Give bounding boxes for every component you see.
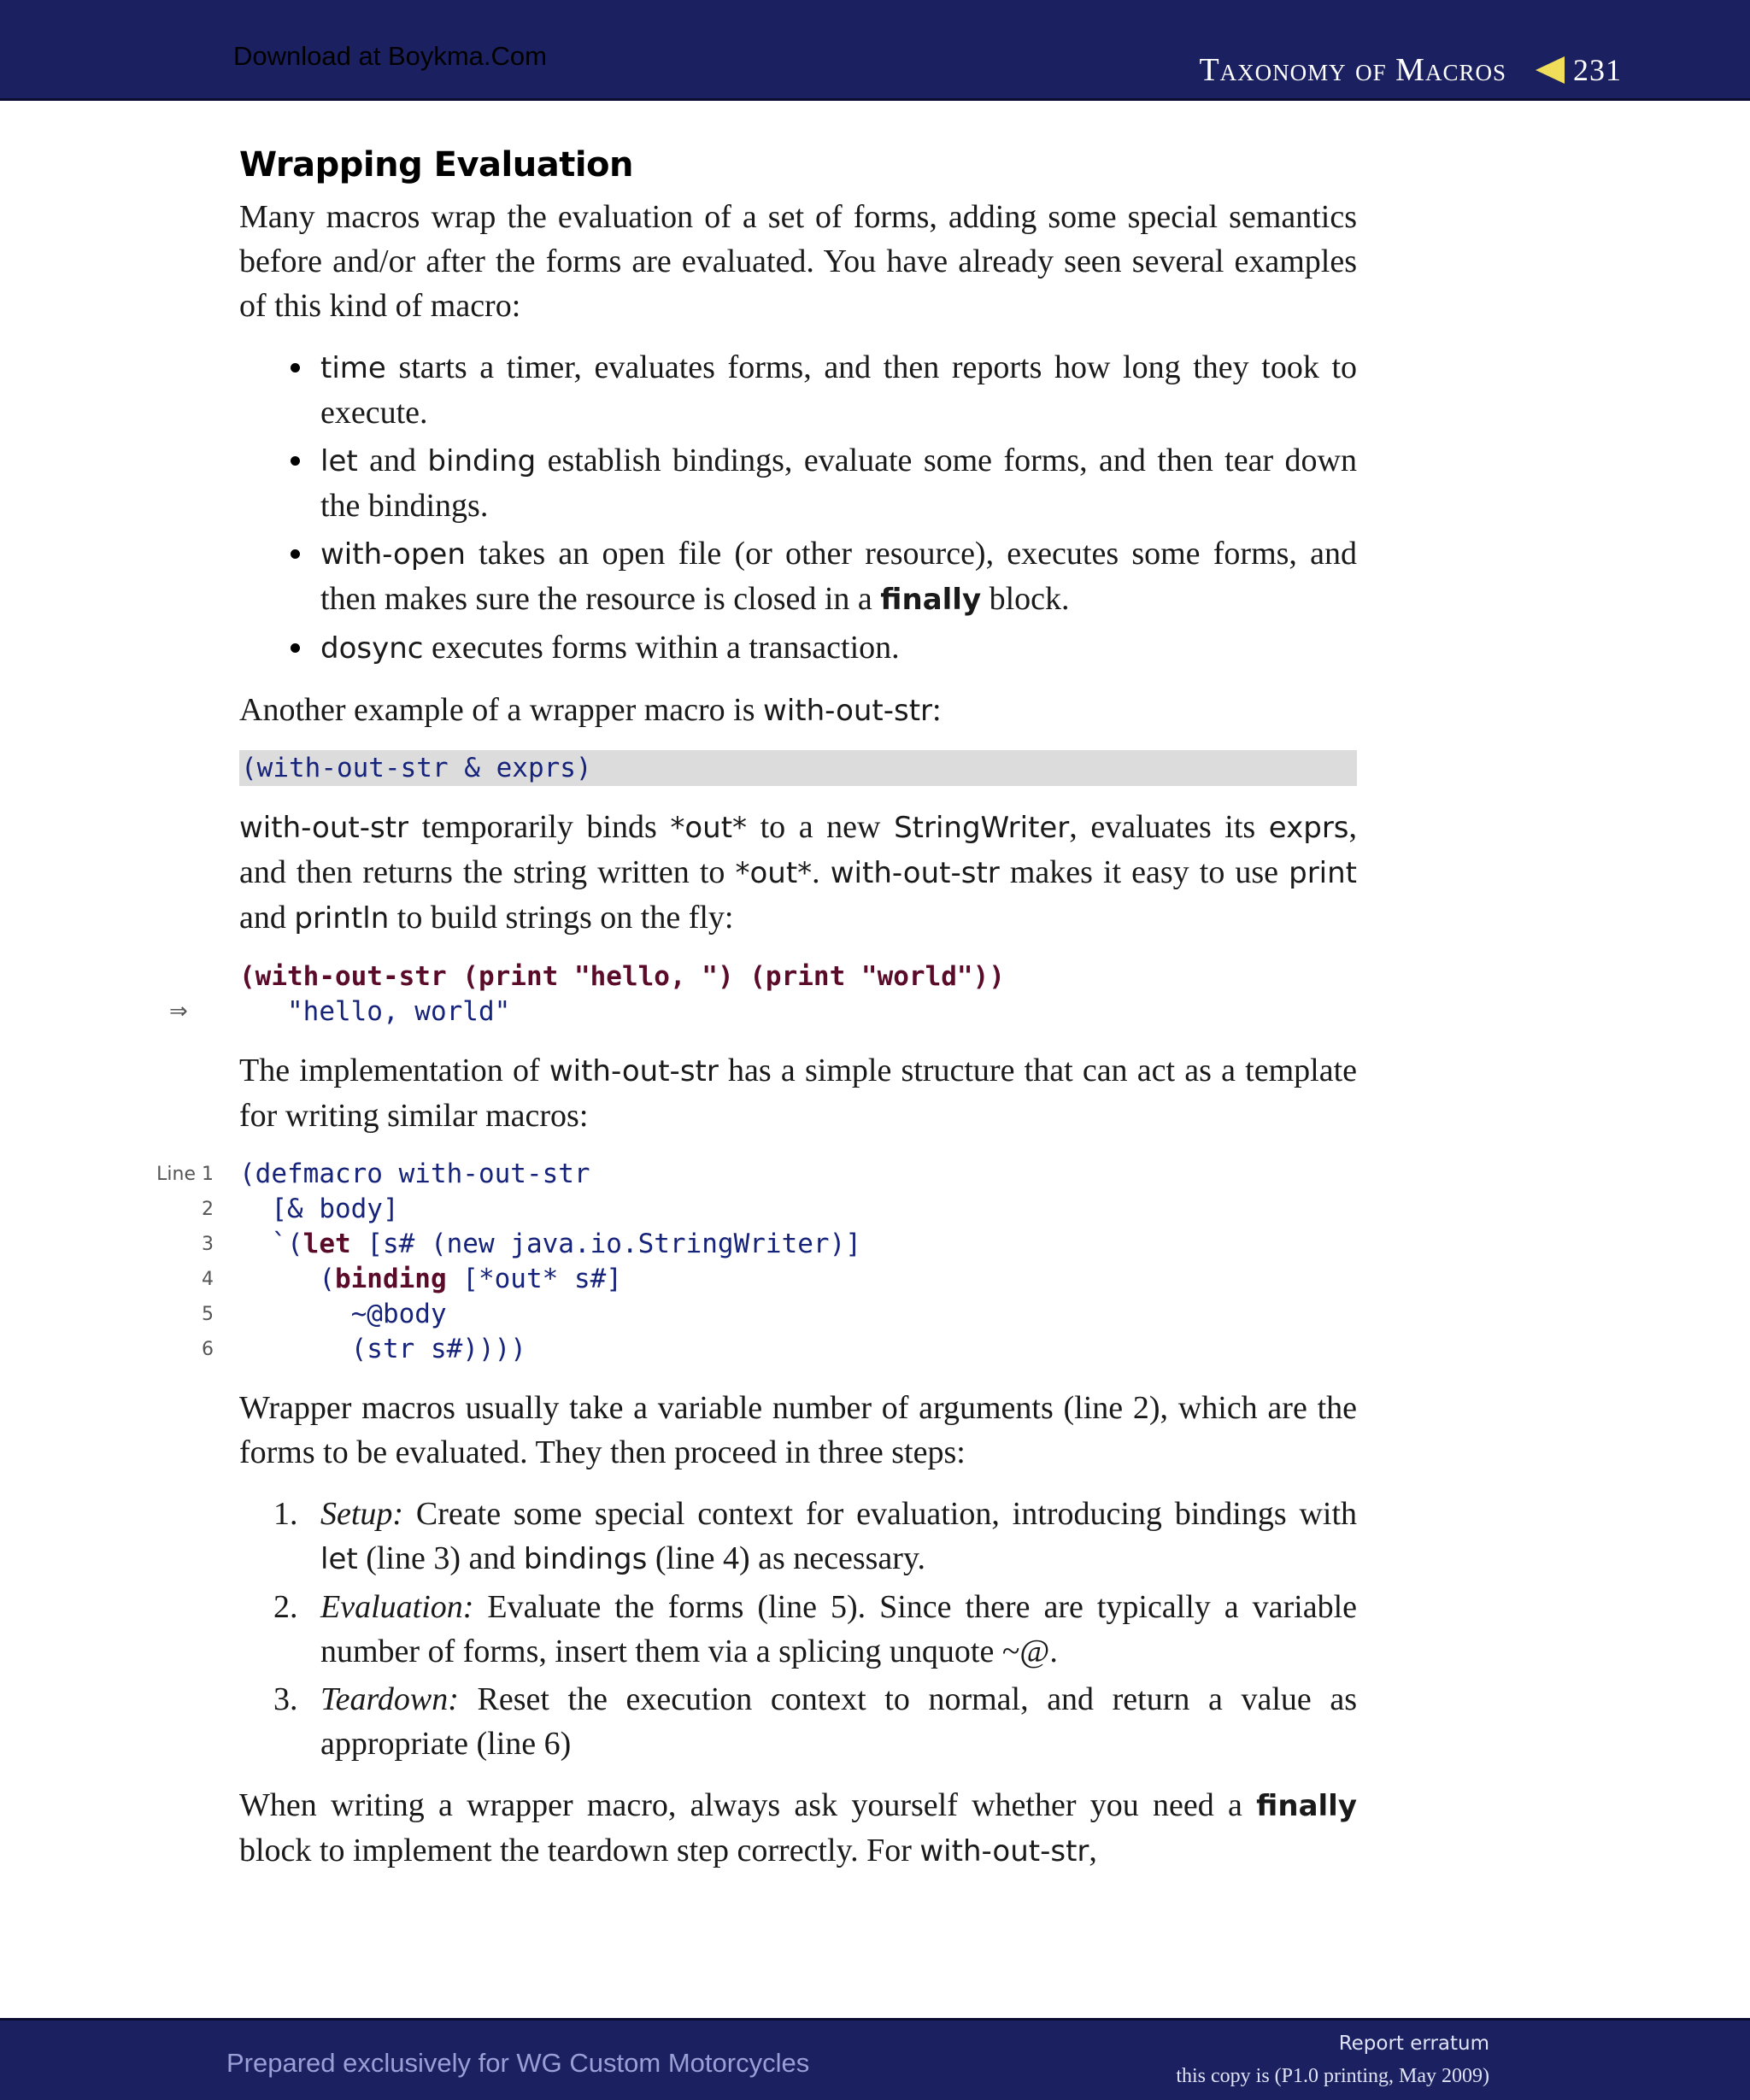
copy-info: this copy is (P1.0 printing, May 2009) bbox=[1176, 2065, 1489, 2087]
line-number: 2 bbox=[202, 1199, 214, 1220]
chapter-section-title: Taxonomy of Macros bbox=[1199, 52, 1506, 88]
macro-listing bbox=[156, 1157, 1357, 1367]
list-item: with-open takes an open file (or other resource), executes some forms, and then makes sure the resource is closed in a finally block. bbox=[239, 531, 1357, 622]
list-item: dosync executes forms within a transaction. bbox=[239, 625, 1357, 671]
wrapper-examples-list bbox=[239, 345, 1357, 671]
listing-line-4-text: (binding [*out* s#] bbox=[239, 1264, 622, 1294]
running-head bbox=[1199, 51, 1622, 89]
report-erratum-link[interactable]: Report erratum bbox=[1338, 2033, 1489, 2055]
list-item: 3. Teardown: Reset the execution context to normal, and return a value as appropriate (line 6) bbox=[273, 1681, 1357, 1762]
prepared-for-text: Prepared exclusively for WG Custom Motorcycles bbox=[226, 2048, 810, 2078]
closing-paragraph: When writing a wrapper macro, always ask yourself whether you need a finally block to implement the teardown step correctly. For with-out-str, bbox=[239, 1787, 1357, 1868]
list-item: time starts a timer, evaluates forms, and then reports how long they took to execute. bbox=[239, 345, 1357, 435]
result-arrow-icon: ⇒ bbox=[169, 999, 188, 1024]
bullet-icon bbox=[291, 363, 300, 372]
listing-line: 5 ~@body bbox=[239, 1297, 1357, 1332]
code-line: (with-out-str (print "hello, ") (print "world")) bbox=[239, 961, 1005, 992]
page-number: 231 bbox=[1573, 53, 1622, 87]
section-heading: Wrapping Evaluation bbox=[239, 145, 634, 185]
wrapper-macros-paragraph: Wrapper macros usually take a variable number of arguments (line 2), which are the forms to be evaluated. They then proceed in three steps: bbox=[239, 1390, 1357, 1470]
list-item: 1. Setup: Create some special context for evaluation, introducing bindings with let (line 3) and bindings (line 4) as necessary. bbox=[273, 1496, 1357, 1576]
line-number: 6 bbox=[202, 1339, 214, 1360]
page-content bbox=[156, 145, 1358, 1874]
list-item: let and binding establish bindings, evaluate some forms, and then tear down the bindings. bbox=[239, 438, 1357, 528]
line-number: 4 bbox=[202, 1269, 214, 1290]
line-number: 5 bbox=[202, 1304, 214, 1325]
list-item: 2. Evaluation: Evaluate the forms (line 5). Since there are typically a variable number of forms, insert them via a splicing unquote ~@. bbox=[273, 1589, 1357, 1669]
listing-line: 2 [& body] bbox=[239, 1192, 1357, 1227]
implementation-paragraph: The implementation of with-out-str has a simple structure that can act as a template for writing similar macros: bbox=[239, 1053, 1358, 1134]
another-example-paragraph: Another example of a wrapper macro is with-out-str: bbox=[239, 692, 942, 728]
listing-line bbox=[202, 1227, 1357, 1262]
bullet-icon bbox=[291, 456, 300, 466]
bullet-icon bbox=[291, 549, 300, 559]
bullet-icon bbox=[291, 643, 300, 653]
code-result-line: ⇒ "hello, world" bbox=[239, 994, 1357, 1029]
listing-line: Line 1 (defmacro with-out-str bbox=[239, 1157, 1357, 1192]
intro-paragraph: Many macros wrap the evaluation of a set of forms, adding some special semantics before and/or after the forms are evaluated. You have already seen several examples of this kind of macro: bbox=[239, 199, 1357, 324]
line-number: Line 1 bbox=[156, 1164, 214, 1185]
download-watermark: Download at Boykma.Com bbox=[233, 41, 547, 71]
listing-line-3-text: `(let [s# (new java.io.StringWriter)] bbox=[239, 1229, 861, 1259]
function-signature: (with-out-str & exprs) bbox=[239, 750, 1357, 786]
page-footer bbox=[0, 2018, 1750, 2100]
repl-example bbox=[169, 959, 1357, 1029]
with-out-str-description: with-out-str temporarily binds *out* to a new StringWriter, evaluates its exprs, and then returns the string written to *out*. with-out-str makes it easy to use print and println to build strings on the fly: bbox=[239, 809, 1358, 936]
listing-line bbox=[202, 1262, 1357, 1297]
previous-page-triangle-icon[interactable] bbox=[1536, 56, 1565, 84]
listing-line: 6 (str s#)))) bbox=[239, 1332, 1357, 1367]
line-number: 3 bbox=[202, 1234, 214, 1255]
steps-list bbox=[239, 1492, 1357, 1766]
page-header bbox=[0, 0, 1750, 101]
